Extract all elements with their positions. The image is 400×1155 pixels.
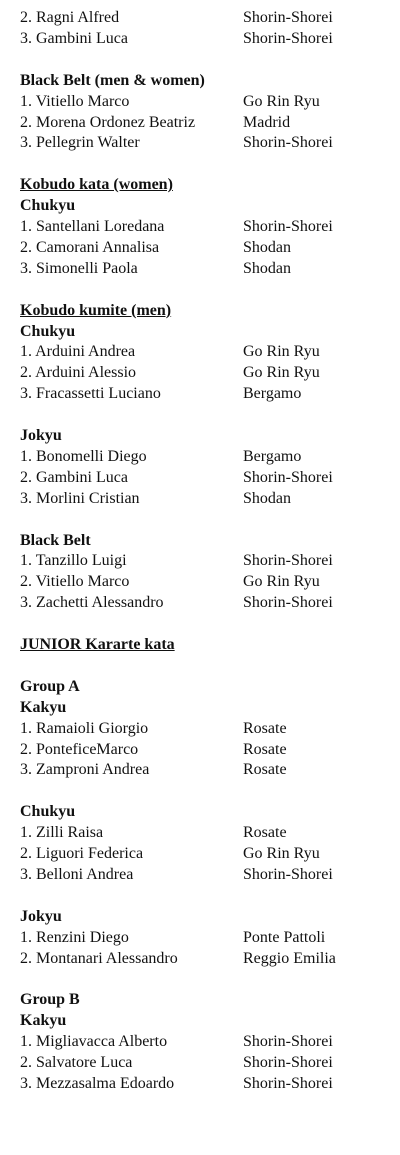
result-row [20,843,390,865]
club-name: Shorin-Shorei [243,29,333,47]
result-row [20,383,390,405]
result-row [20,28,390,50]
club-name: Go Rin Ryu [243,364,320,382]
club-name: Bergamo [243,447,302,465]
result-row [20,739,390,761]
result-row [20,446,390,468]
section-heading: Chukyu [20,197,76,215]
competitor-name: 3. Mezzasalma Edoardo [20,1074,175,1092]
result-row [20,550,390,572]
club-name: Shorin-Shorei [243,218,333,235]
club-name: Go Rin Ryu [243,92,320,110]
competitor-name: 2. PonteficeMarco [20,740,139,758]
result-row [20,132,390,154]
section-heading: Chukyu [20,322,76,340]
competitor-name: 3. Zachetti Alessandro [20,594,164,612]
section-heading: Jokyu [20,907,62,925]
competitor-name: 2. Ragni Alfred [20,9,120,26]
club-name: Go Rin Ryu [243,573,320,591]
section-heading: Black Belt [20,531,91,549]
competitor-name: 3. Pellegrin Walter [20,134,140,152]
result-row [20,362,390,384]
club-name: Rosate [243,740,287,758]
result-row [20,759,390,781]
club-name: Shodan [243,238,291,256]
club-name: Shorin-Shorei [243,594,333,612]
result-row [20,258,390,280]
club-name: Shorin-Shorei [243,865,333,883]
competitor-name: 1. Vitiello Marco [20,92,130,110]
competitor-name: 3. Gambini Luca [20,29,128,47]
section-heading: Kobudo kumite (men) [20,301,172,319]
result-row [20,1031,390,1053]
result-row [20,341,390,363]
club-name: Madrid [243,113,291,131]
section-heading: Black Belt (men & women) [20,71,205,89]
result-row [20,467,390,489]
competitor-name: 1. Zilli Raisa [20,824,104,842]
section-heading: Kakyu [20,698,67,716]
section-heading: JUNIOR Kararte kata [20,636,175,653]
result-row [20,822,390,844]
club-name: Rosate [243,761,287,779]
result-row [20,488,390,510]
section-heading: Kobudo kata (women) [20,176,173,194]
competitor-name: 2. Liguori Federica [20,845,144,862]
competitor-name: 2. Camorani Annalisa [20,238,160,256]
section-heading: Chukyu [20,803,76,821]
section-heading: Group A [20,677,80,695]
club-name: Bergamo [243,385,302,403]
club-name: Shodan [243,259,291,277]
competitor-name: 2. Montanari Alessandro [20,949,178,967]
club-name: Rosate [243,719,287,737]
result-row [20,91,390,113]
section-heading: Kakyu [20,1012,67,1030]
competitor-name: 1. Renzini Diego [20,928,129,946]
competitor-name: 1. Tanzillo Luigi [20,552,127,570]
club-name: Shodan [243,489,291,507]
competitor-name: 1. Bonomelli Diego [20,447,147,465]
competitor-name: 3. Simonelli Paola [20,259,138,277]
competitor-name: 3. Zamproni Andrea [20,761,150,779]
result-row [20,948,390,970]
result-row [20,864,390,886]
result-row [20,112,390,134]
section-heading: Jokyu [20,427,62,444]
club-name: Shorin-Shorei [243,552,333,570]
result-row [20,7,390,29]
competitor-name: 3. Morlini Cristian [20,489,140,507]
competitor-name: 2. Gambini Luca [20,468,128,486]
club-name: Shorin-Shorei [243,468,333,486]
result-row [20,216,390,238]
club-name: Shorin-Shorei [243,1054,333,1071]
club-name: Shorin-Shorei [243,134,333,152]
club-name: Shorin-Shorei [243,1074,333,1092]
result-row [20,718,390,740]
result-row [20,571,390,593]
competitor-name: 3. Belloni Andrea [20,865,134,883]
result-row [20,237,390,259]
competitor-name: 1. Arduini Andrea [20,343,136,361]
section-heading: Group B [20,991,80,1009]
competitor-name: 2. Salvatore Luca [20,1054,133,1071]
competitor-name: 2. Vitiello Marco [20,573,130,591]
club-name: Shorin-Shorei [243,1033,333,1051]
result-row [20,1073,390,1095]
result-row [20,927,390,949]
competitor-name: 1. Ramaioli Giorgio [20,719,149,737]
competitor-name: 2. Morena Ordonez Beatriz [20,113,196,131]
competitor-name: 1. Migliavacca Alberto [20,1033,168,1051]
result-row [20,592,390,614]
club-name: Go Rin Ryu [243,845,320,862]
competitor-name: 3. Fracassetti Luciano [20,385,161,403]
club-name: Reggio Emilia [243,949,336,967]
result-row [20,1052,390,1074]
competitor-name: 2. Arduini Alessio [20,364,137,382]
club-name: Go Rin Ryu [243,343,320,361]
competitor-name: 1. Santellani Loredana [20,218,165,235]
club-name: Rosate [243,824,287,842]
club-name: Shorin-Shorei [243,9,333,26]
club-name: Ponte Pattoli [243,928,326,946]
